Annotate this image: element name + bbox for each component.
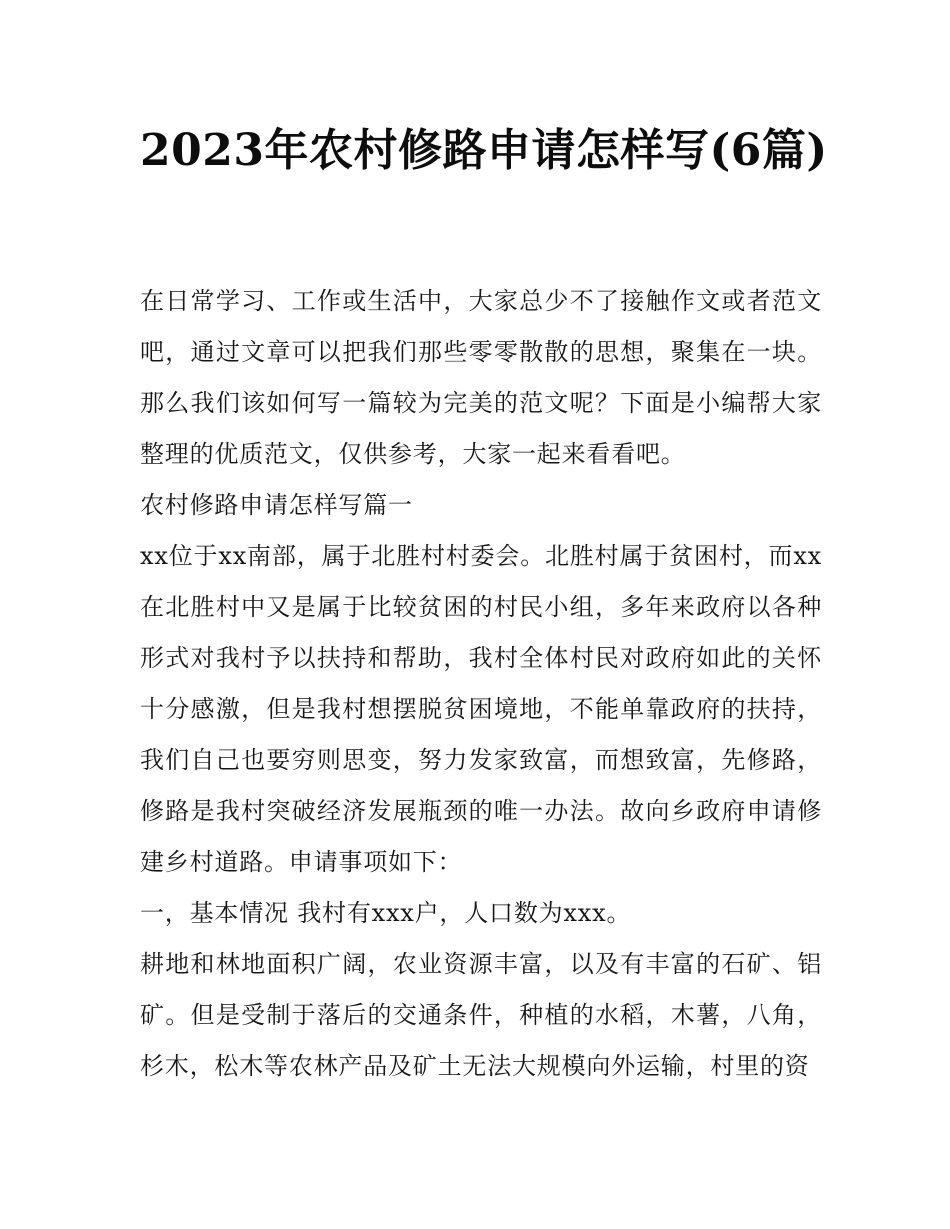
intro-paragraph: 在日常学习、工作或生活中，大家总少不了接触作文或者范文吧，通过文章可以把我们那些零零散散的思想，聚集在一块。那么我们该如何写一篇较为完美的范文呢？下面是小编帮大家整理的优质范文，仅供参考，大家一起来看看吧。 — [140, 287, 822, 468]
document-body — [140, 276, 822, 1092]
body-paragraph: xx位于xx南部，属于北胜村村委会。北胜村属于贫困村，而xx在北胜村中又是属于比较贫困的村民小组，多年来政府以各种形式对我村予以扶持和帮助，我村全体村民对政府如此的关怀十分感激，但是我村想摆脱贫困境地，不能单靠政府的扶持，我们自己也要穷则思变，努力发家致富，而想致富，先修路，修路是我村突破经济发展瓶颈的唯一办法。故向乡政府申请修建乡村道路。申请事项如下： — [140, 542, 822, 876]
body-paragraph: 一，基本情况 我村有xxx户，人口数为xxx。 — [140, 899, 632, 927]
document-title: 2023年农村修路申请怎样写(6篇) — [140, 125, 828, 176]
body-paragraph: 耕地和林地面积广阔，农业资源丰富，以及有丰富的石矿、铝矿。但是受制于落后的交通条件，种植的水稻，木薯，八角，杉木，松木等农林产品及矿土无法大规模向外运输，村里的资 — [140, 950, 822, 1080]
section-heading: 农村修路申请怎样写篇一 — [140, 491, 413, 519]
